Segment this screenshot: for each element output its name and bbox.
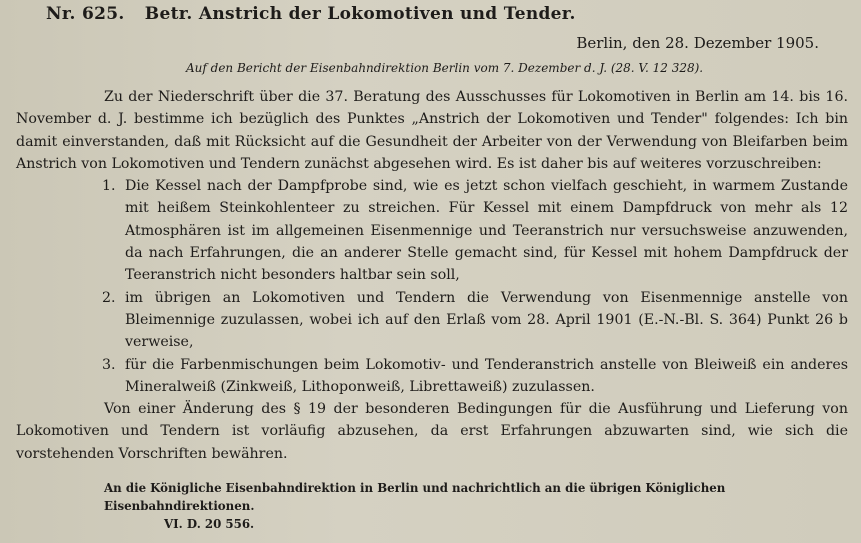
list-item (102, 175, 848, 286)
heading (46, 4, 576, 24)
list-item-text: Die Kessel nach der Dampfprobe sind, wie es jetzt schon vielfach geschieht, in warmem Zustande mit heißem Steinkohlenteer zu streichen. Für Kessel mit einem Dampfdruck von mehr als 12 Atmosphären ist im allgemeinen Eisenmennige und Teeranstrich nur versuchsweise anzuwenden, da nach Erfahrungen, die an anderer Stelle gemacht sind, für Kessel mit hohem Dampfdruck der Teeranstrich nicht besonders haltbar sein soll, (125, 178, 848, 284)
list-item (102, 354, 848, 399)
provision-list (16, 175, 848, 398)
dateline: Berlin, den 28. Dezember 1905. (576, 34, 819, 52)
list-item-text: für die Farbenmischungen beim Lokomotiv- und Tenderanstrich anstelle von Bleiweiß ein anderes Mineralweiß (Zinkweiß, Lithoponweiß, Librettaweiß) zuzulassen. (125, 356, 848, 395)
list-item-marker: 1. (102, 178, 116, 195)
reference-line: Auf den Bericht der Eisenbahndirektion Berlin vom 7. Dezember d. J. (28. V. 12 328). (186, 61, 704, 75)
document-number: VI. D. 20 556. (164, 517, 255, 531)
addressee-line: An die Königliche Eisenbahndirektion in Berlin und nachrichtlich an die übrigen Königlichen Eisenbahndirektionen. (104, 481, 726, 513)
document-body (16, 86, 848, 465)
decree-title: Betr. Anstrich der Lokomotiven und Tender. (144, 4, 576, 24)
closing-paragraph: Von einer Änderung des § 19 der besonderen Bedingungen für die Ausführung und Lieferung von Lokomotiven und Tendern ist vorläufig abzusehen, da erst Erfahrungen abzuwarten sind, wie sich die vorstehenden Vorschriften bewähren. (16, 401, 848, 462)
intro-paragraph: Zu der Niederschrift über die 37. Beratung des Ausschusses für Lokomotiven in Berlin am 14. bis 16. November d. J. bestimme ich bezüglich des Punktes „Anstrich der Lokomotiven und Tender" folgendes: Ich bin damit einverstanden, daß mit Rücksicht auf die Gesundheit der Arbeiter von der Verwendung von Bleifarben beim Anstrich von Lokomotiven und Tendern zunächst abgesehen wird. Es ist daher bis auf weiteres vorzuschreiben: (16, 89, 848, 172)
list-item (102, 287, 848, 354)
list-item-text: im übrigen an Lokomotiven und Tendern die Verwendung von Eisenmennige anstelle von Bleimennige zuzulassen, wobei ich auf den Erlaß vom 28. April 1901 (E.-N.-Bl. S. 364) Punkt 26 b verweise, (125, 289, 848, 351)
footer (104, 479, 861, 533)
decree-number: Nr. 625. (46, 4, 125, 24)
list-item-marker: 2. (102, 289, 116, 306)
list-item-marker: 3. (102, 356, 116, 373)
